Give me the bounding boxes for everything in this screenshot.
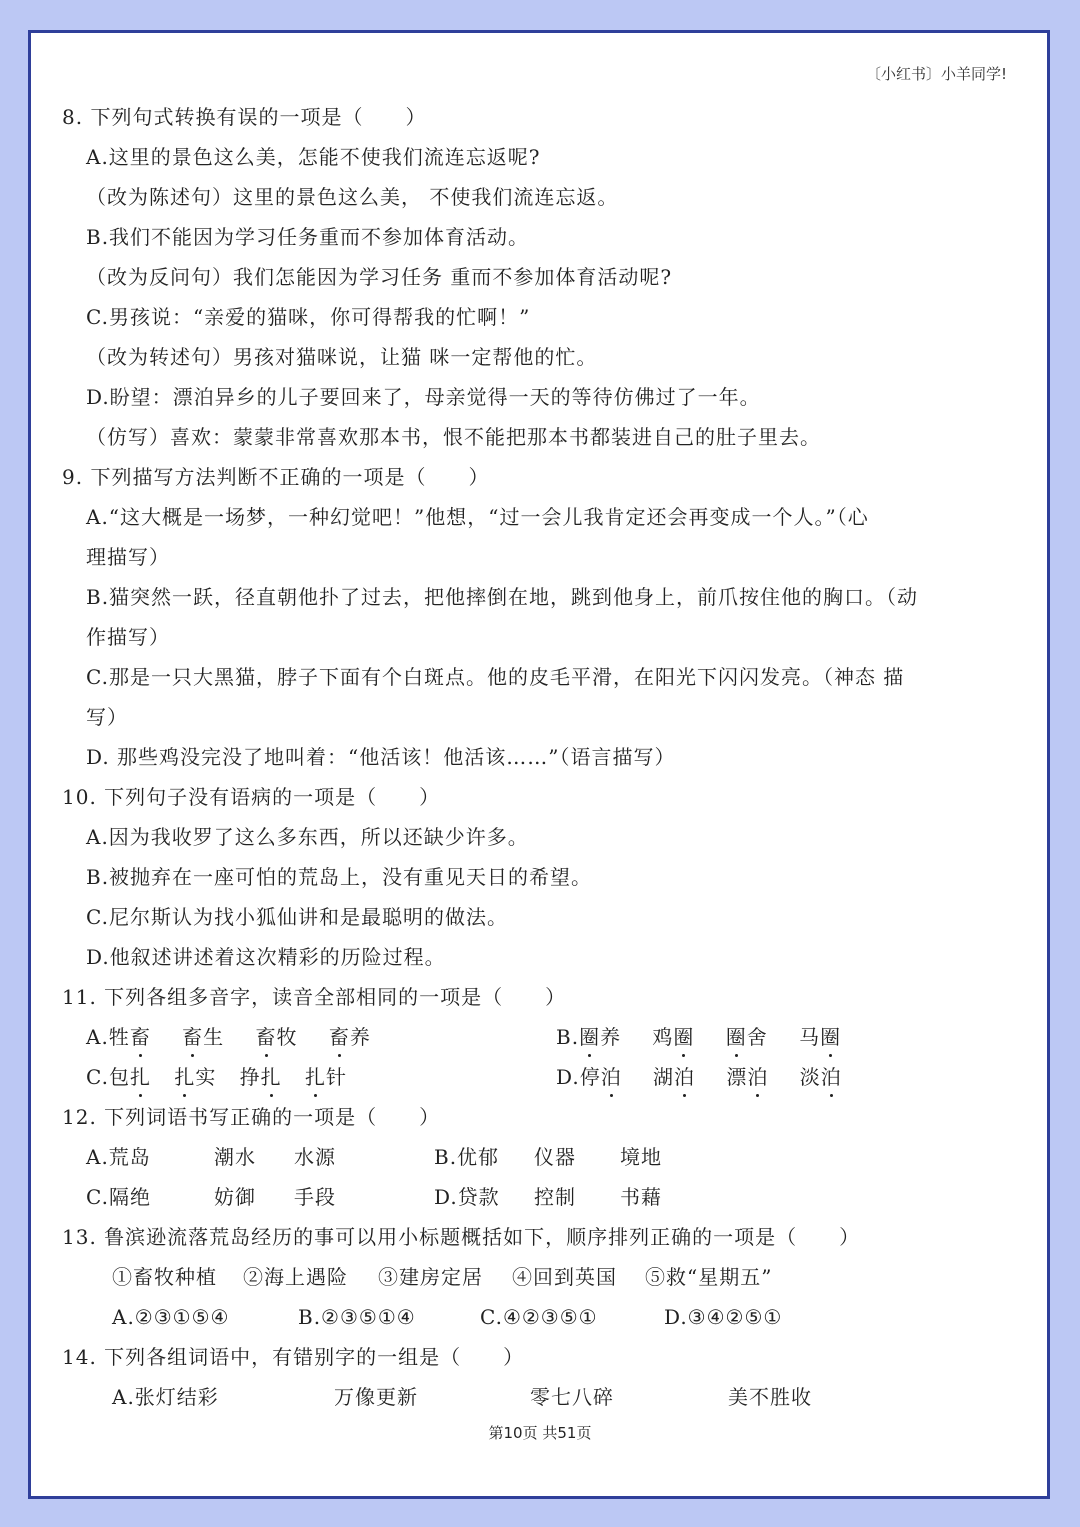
q11-a-char: 养 [349,1025,371,1049]
q11-b-dotted-char: 圈 [579,1025,601,1049]
q11-c-dotted-char: 扎 [129,1065,151,1089]
q11-c-dotted-char: 扎 [305,1065,327,1089]
q11-b-char: 养 [600,1025,622,1049]
page-number-footer: 第10页 共51页 [488,1424,592,1442]
q11-option-c [86,1063,347,1091]
q14-option-d: 美不胜收 [728,1385,812,1409]
q13-item-5: ⑤救“星期五” [645,1265,773,1289]
q8-stem: 8. 下列句式转换有误的一项是（ ） [62,105,427,129]
q11-c-char: 针 [326,1065,348,1089]
q11-option-d [556,1063,842,1091]
q11-b-word-1 [579,1025,621,1049]
q12-c-word-1: C.隔绝 [86,1185,151,1209]
q11-d-word-3 [726,1065,768,1089]
q14-stem: 14. 下列各组词语中，有错别字的一组是（ ） [62,1345,525,1369]
q12-d-word-1: D.贷款 [434,1185,500,1209]
q11-c-word-3 [240,1065,282,1089]
q9-option-c-cont: 写） [86,705,128,729]
q13-item-4: ④回到英国 [512,1265,617,1289]
q11-c-dotted-char: 扎 [174,1065,196,1089]
q10-option-c: C.尼尔斯认为找小狐仙讲和是最聪明的做法。 [86,905,508,929]
q9-option-b: B.猫突然一跃，径直朝他扑了过去，把他摔倒在地，跳到他身上，前爪按住他的胸口。（动 [86,585,919,609]
q11-c-char: 实 [195,1065,217,1089]
q11-stem: 11. 下列各组多音字，读音全部相同的一项是（ ） [62,985,567,1009]
q12-b-word-1: B.优郁 [434,1145,500,1169]
q8-option-b-conversion: （改为反问句）我们怎能因为学习任务 重而不参加体育活动呢? [86,265,673,289]
q11-c-word-4 [305,1065,347,1089]
q14-option-c: 零七八碎 [530,1385,614,1409]
q11-d-dotted-char: 泊 [820,1065,842,1089]
q11-option-b [556,1023,841,1051]
q11-d-char: 淡 [799,1065,821,1089]
q13-item-1: ①畜牧种植 [112,1265,217,1289]
q10-option-a: A.因为我收罗了这么多东西，所以还缺少许多。 [86,825,529,849]
q8-option-b: B.我们不能因为学习任务重而不参加体育活动。 [86,225,530,249]
q11-c-dotted-char: 扎 [260,1065,282,1089]
q11-d-char: 湖 [653,1065,675,1089]
q11-c-word-1 [109,1065,151,1089]
q12-a-word-1: A.荒岛 [86,1145,151,1169]
q11-a-word-3 [256,1025,298,1049]
q11-c-char: 包 [108,1065,130,1089]
q13-option-d: D.③④②⑤① [664,1305,783,1329]
q11-d-word-1 [580,1065,622,1089]
q13-option-c: C.④②③⑤① [480,1305,598,1329]
q13-option-a: A.②③①⑤④ [112,1305,230,1329]
q8-option-c: C.男孩说：“亲爱的猫咪，你可得帮我的忙啊！” [86,305,531,329]
q13-option-b: B.②③⑤①④ [298,1305,416,1329]
q12-d-word-2: 控制 [534,1185,576,1209]
q12-c-word-3: 手段 [294,1185,336,1209]
q11-a-dotted-char: 畜 [255,1025,277,1049]
q14-option-b: 万像更新 [334,1385,418,1409]
q11-a-char: 牧 [276,1025,298,1049]
q11-b-dotted-char: 圈 [725,1025,747,1049]
q12-b-word-3: 境地 [620,1145,662,1169]
q11-b-word-3 [726,1025,768,1049]
q8-option-d-imitation: （仿写）喜欢：蒙蒙非常喜欢那本书，恨不能把那本书都装进自己的肚子里去。 [86,425,821,449]
q11-b-char: 马 [799,1025,821,1049]
q11-d-word-2 [653,1065,695,1089]
q8-option-a: A.这里的景色这么美，怎能不使我们流连忘返呢? [86,145,541,169]
q9-option-a-cont: 理描写） [86,545,170,569]
q11-d-word-4 [800,1065,842,1089]
q11-a-char: 牲 [108,1025,130,1049]
q11-d-dotted-char: 泊 [674,1065,696,1089]
q9-option-c: C.那是一只大黑猫，脖子下面有个白斑点。他的皮毛平滑，在阳光下闪闪发亮。（神态 描 [86,665,905,689]
q11-b-char: 舍 [746,1025,768,1049]
watermark: 〔小红书〕小羊同学! [865,65,1007,83]
q9-option-a: A.“这大概是一场梦，一种幻觉吧！”他想，“过一会儿我肯定还会再变成一个人。”（心 [86,505,869,529]
q11-d-char: 停 [579,1065,601,1089]
q12-c-word-2: 妨御 [214,1185,256,1209]
q11-d-char: 漂 [726,1065,748,1089]
q8-option-a-conversion: （改为陈述句）这里的景色这么美， 不使我们流连忘返。 [86,185,619,209]
q11-option-b-label: B. [556,1025,580,1049]
q11-b-word-4 [799,1025,841,1049]
q12-b-word-2: 仪器 [534,1145,576,1169]
q11-d-dotted-char: 泊 [600,1065,622,1089]
q11-option-d-label: D. [556,1065,580,1089]
q9-stem: 9. 下列描写方法判断不正确的一项是（ ） [62,465,490,489]
q10-stem: 10. 下列句子没有语病的一项是（ ） [62,785,441,809]
q11-a-dotted-char: 畜 [328,1025,350,1049]
q8-option-d: D.盼望：漂泊异乡的儿子要回来了，母亲觉得一天的等待仿佛过了一年。 [86,385,761,409]
q11-b-dotted-char: 圈 [820,1025,842,1049]
q11-a-word-4 [329,1025,371,1049]
q10-option-d: D.他叙述讲述着这次精彩的历险过程。 [86,945,446,969]
q13-stem: 13. 鲁滨逊流落荒岛经历的事可以用小标题概括如下，顺序排列正确的一项是（ ） [62,1225,861,1249]
q11-option-a [86,1023,371,1051]
q11-d-dotted-char: 泊 [747,1065,769,1089]
q9-option-d: D. 那些鸡没完没了地叫着：“他活该！他活该……”（语言描写） [86,745,676,769]
q12-d-word-3: 书藉 [620,1185,662,1209]
q12-a-word-3: 水源 [294,1145,336,1169]
q11-a-dotted-char: 畜 [182,1025,204,1049]
q13-item-3: ③建房定居 [378,1265,483,1289]
q11-b-word-2 [652,1025,694,1049]
q11-c-word-2 [174,1065,216,1089]
q11-option-a-label: A. [86,1025,109,1049]
q10-option-b: B.被抛弃在一座可怕的荒岛上，没有重见天日的希望。 [86,865,593,889]
q11-b-char: 鸡 [652,1025,674,1049]
q11-a-char: 生 [203,1025,225,1049]
q11-b-dotted-char: 圈 [673,1025,695,1049]
q11-a-dotted-char: 畜 [129,1025,151,1049]
q8-option-c-conversion: （改为转述句）男孩对猫咪说，让猫 咪一定帮他的忙。 [86,345,598,369]
q13-item-2: ②海上遇险 [243,1265,348,1289]
q12-a-word-2: 潮水 [214,1145,256,1169]
q12-stem: 12. 下列词语书写正确的一项是（ ） [62,1105,441,1129]
q11-c-char: 挣 [239,1065,261,1089]
q9-option-b-cont: 作描写） [86,625,170,649]
q11-a-word-2 [182,1025,224,1049]
q11-a-word-1 [109,1025,151,1049]
q11-option-c-label: C. [86,1065,109,1089]
q14-option-a: A.张灯结彩 [112,1385,219,1409]
